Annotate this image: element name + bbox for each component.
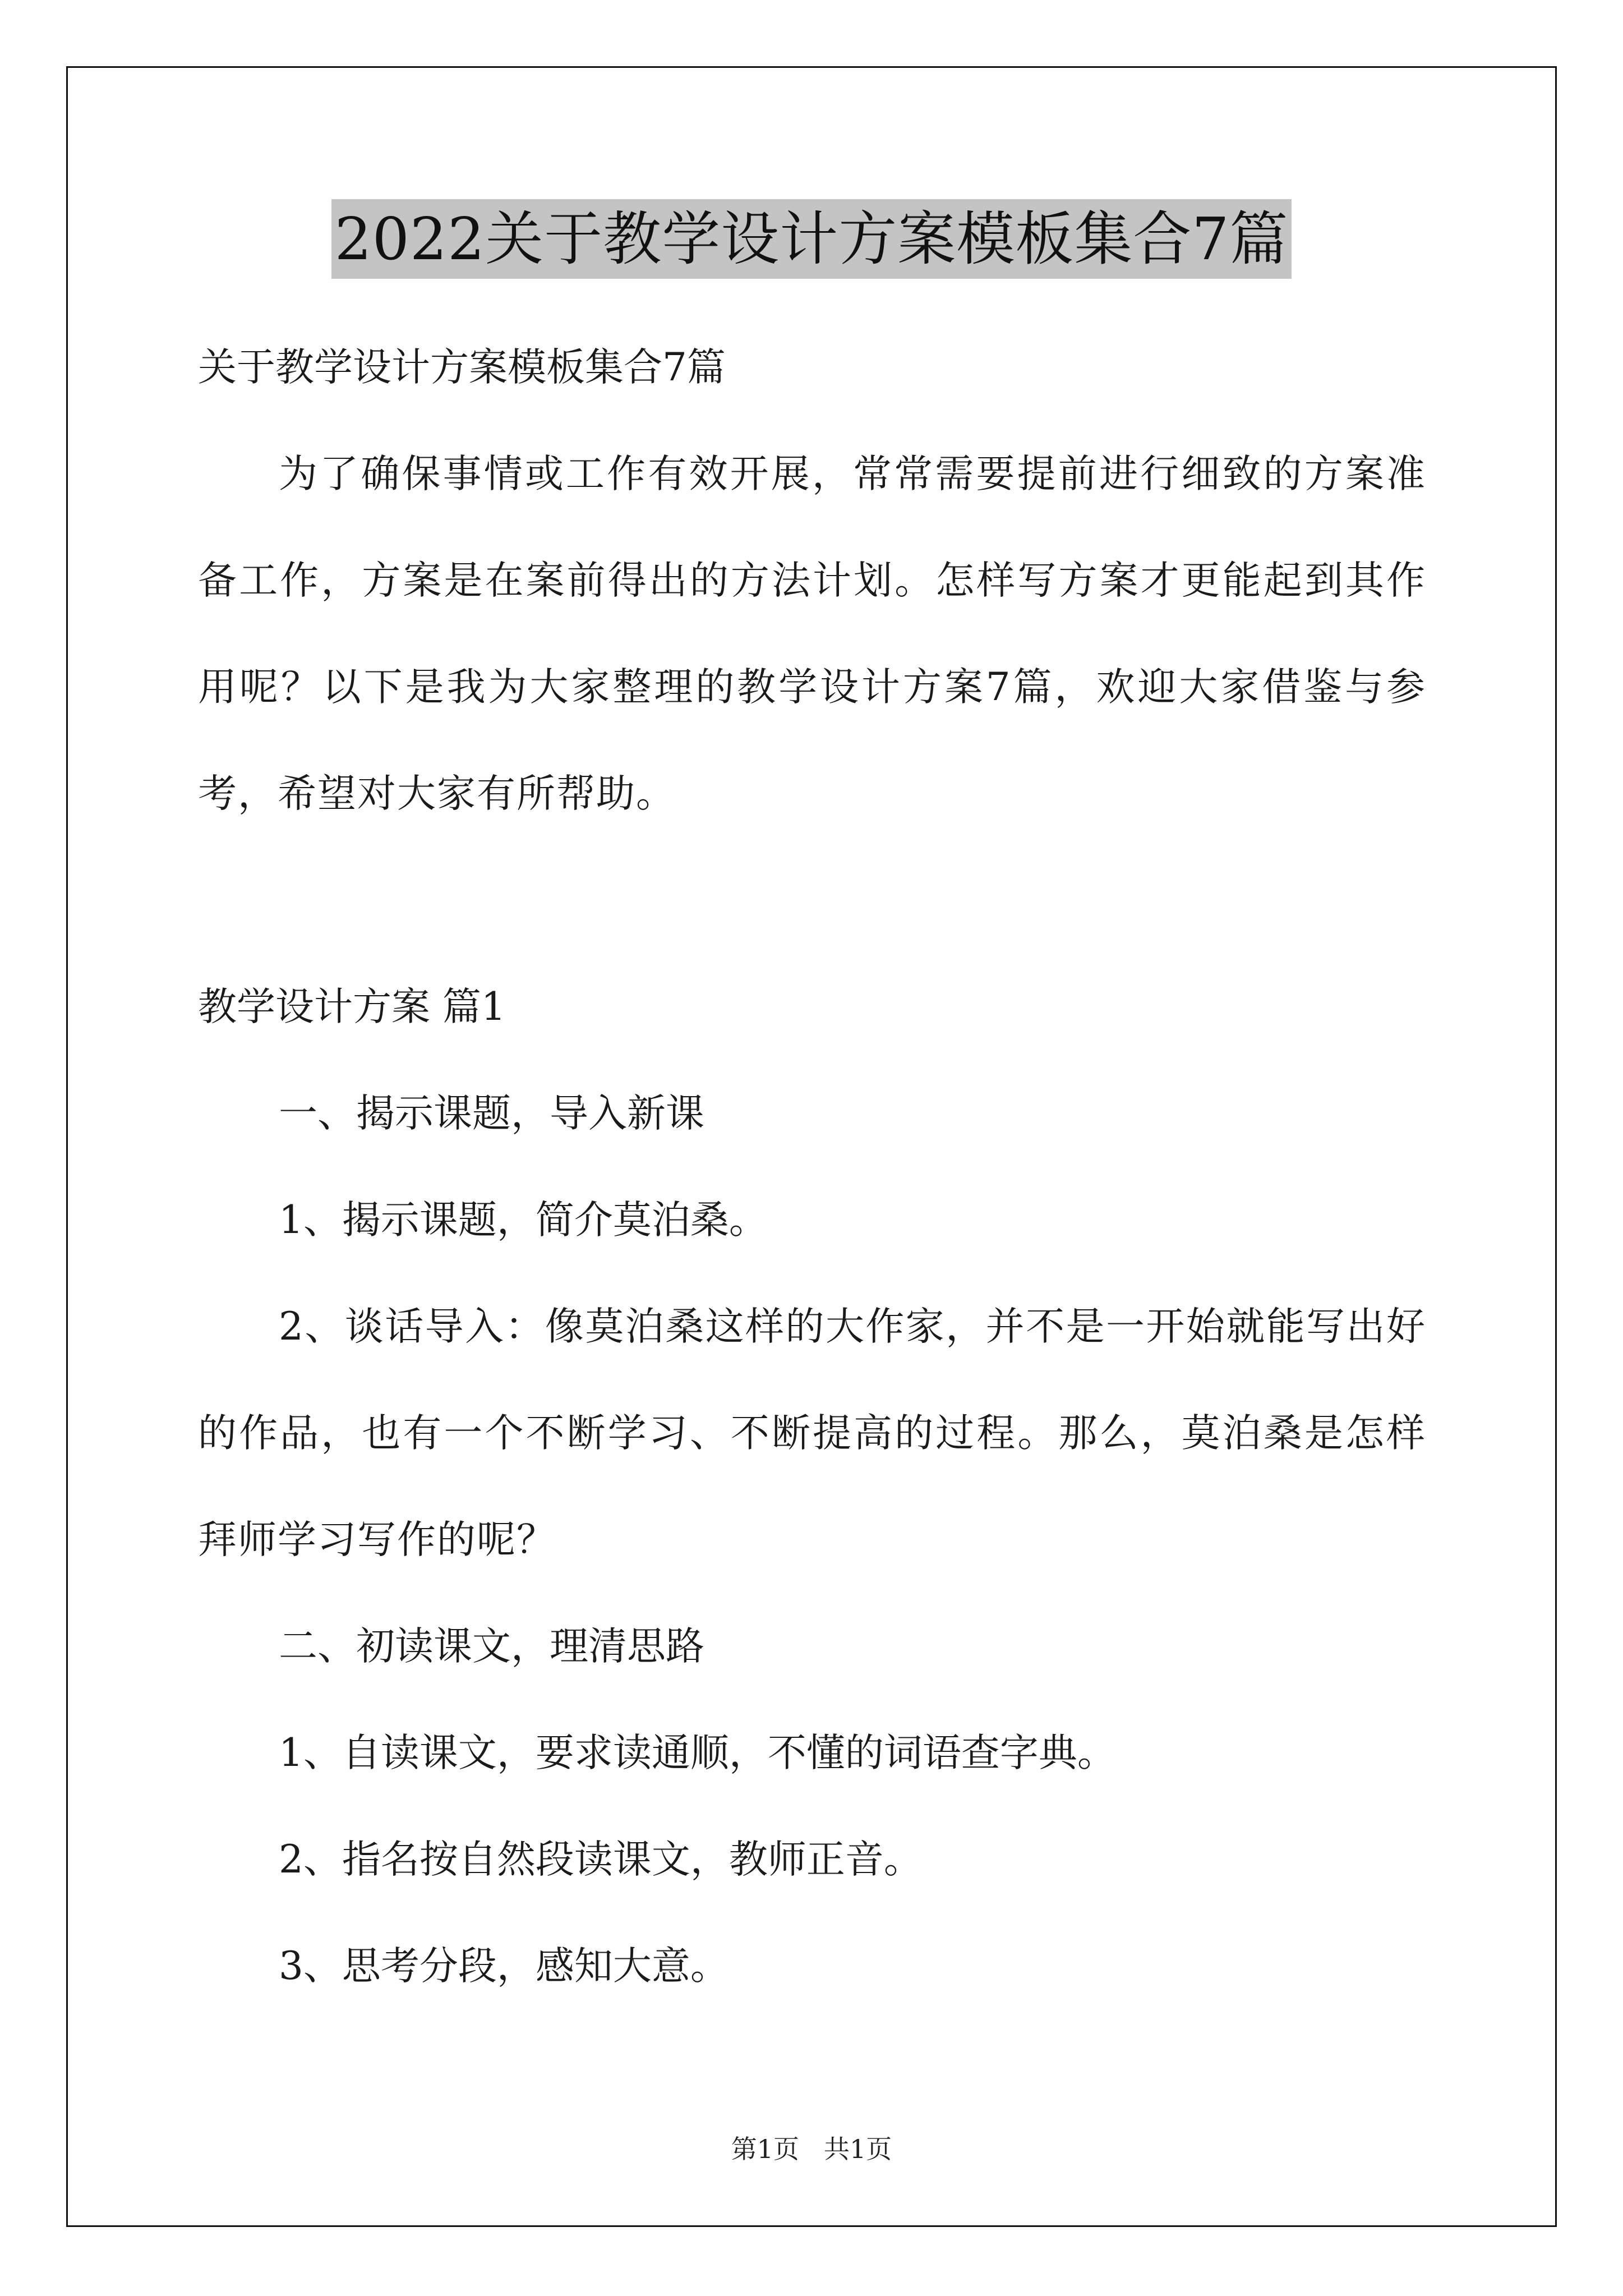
- list-item: 1、揭示课题，简介莫泊桑。: [279, 1198, 768, 1243]
- paragraph-gap: [198, 847, 1426, 954]
- document-subtitle: 关于教学设计方案模板集合7篇: [198, 345, 726, 390]
- document-title: 2022关于教学设计方案模板集合7篇: [331, 199, 1292, 279]
- page-total: 共1页: [823, 2134, 892, 2164]
- list-item: 2、谈话导入：像莫泊桑这样的大作家，并不是一开始就能写出好的作品，也有一个不断学习、不断提高的过程。那么，莫泊桑是怎样拜师学习写作的呢？: [198, 1304, 1426, 1562]
- list-item: 2、指名按自然段读课文，教师正音。: [279, 1837, 923, 1882]
- list-item: 1、自读课文，要求读通顺，不懂的词语查字典。: [279, 1731, 1116, 1775]
- intro-paragraph: 为了确保事情或工作有效开展，常常需要提前进行细致的方案准备工作，方案是在案前得出的方法计划。怎样写方案才更能起到其作用呢？以下是我为大家整理的教学设计方案7篇，欢迎大家借鉴与参考，希望对大家有所帮助。: [198, 452, 1426, 816]
- list-item: 3、思考分段，感知大意。: [279, 1944, 729, 1989]
- list-item: 二、初读课文，理清思路: [279, 1624, 704, 1669]
- section-heading: 教学设计方案 篇1: [198, 984, 506, 1029]
- document-body: [198, 314, 1426, 2019]
- page-footer: [0, 2129, 1623, 2166]
- page-number: 第1页: [731, 2134, 800, 2164]
- title-container: [0, 199, 1623, 279]
- list-item: 一、揭示课题，导入新课: [279, 1091, 704, 1136]
